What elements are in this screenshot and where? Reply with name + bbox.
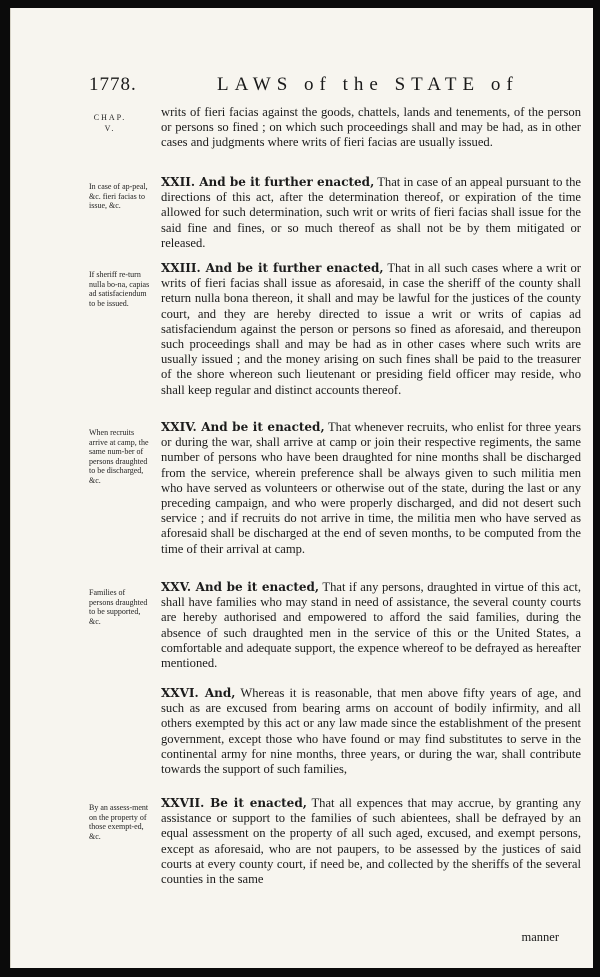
paragraph	[161, 796, 581, 887]
header-year: 1778.	[89, 74, 137, 95]
margin-note: In case of ap-peal, &c. fieri facias to issue, &c.	[89, 182, 148, 210]
margin-note: By an assess-ment on the property of those exempt-ed, &c.	[89, 803, 149, 841]
paragraph	[161, 105, 581, 151]
paragraph	[161, 580, 581, 671]
margin-note: If sheriff re-turn nulla bo-na, capias ad satisfaciendum to be issued.	[89, 270, 150, 308]
section-lead: XXIV. And be it enacted,	[161, 420, 325, 434]
page-header	[89, 74, 529, 100]
section-lead: XXVII. Be it enacted,	[161, 796, 307, 810]
margin-note: Families of persons draughted to be supported, &c.	[89, 588, 148, 626]
section-lead: XXV. And be it enacted,	[161, 580, 320, 594]
section-lead: XXIII. And be it further enacted,	[161, 261, 384, 275]
chapter-number: V.	[104, 124, 116, 133]
chapter-label	[89, 112, 131, 134]
document-page	[10, 8, 593, 968]
paragraph	[161, 261, 581, 398]
catchword: manner	[521, 930, 559, 944]
paragraph	[161, 420, 581, 557]
margin-note: When recruits arrive at camp, the same num-ber of persons draughted to be discharged, &c.	[89, 428, 149, 485]
paragraph-text: That all expences that may accrue, by granting any assistance or support to the families of such abientees, shall be defrayed by an equal assessment on the property of all such aged, excused, and exempt persons, except as aforesaid, who are not paupers, to be assessed by the justices of said courts at every county court, if need be, and collected by the sheriffs of the several counties in the same	[161, 796, 581, 887]
paragraph-text: That in all such cases where a writ or writs of fieri facias shall issue as aforesaid, in case the sheriff of the county shall return nulla bona thereon, it shall and may be lawful for the justices of the county court, and they are hereby directed to issue a writ or writs of capias ad satisfaciendum against the person or persons so fined as aforesaid, and thereupon such proceedings shall and may be had as in other cases where such writs are usually issued ; and the money arising on such fines shall be paid to the treasurer of the shore whereon such lieutenant or presiding field officer may reside, who shall keep regular and distinct accounts thereof.	[161, 261, 581, 397]
paragraph-text: That in case of an appeal pursuant to the directions of this act, after the determination thereof, or expiration of the time allowed for such determination, such writ or writs of fieri facias shall issue for the said fine and fines, or so much thereof as shall not be by them mitigated or released.	[161, 175, 582, 250]
paragraph-text: writs of fieri facias against the goods, chattels, lands and tenements, of the person or persons so fined ; on which such proceedings shall and may be had, as in other cases and judgments where writs of fieri facias are usually issued.	[161, 105, 581, 150]
running-title: LAWS of the STATE of	[217, 74, 519, 95]
chapter-word: CHAP.	[93, 113, 127, 122]
paragraph-text: That whenever recruits, who enlist for three years or during the war, shall arrive at camp or join their respective regiments, the same number of persons who have been draughted for nine months shall be discharged from the service, wherein preference shall be always given to such militia men who have served as volunteers or otherwise out of the state, during the last or any preceding campaign, and who were properly discharged, and did not desert such service ; and if recruits do not arrive in time, the militia men who have served as aforesaid shall be discharged at the end of seven months, to be computed from the time of their arrival at camp.	[161, 420, 582, 556]
section-lead: XXII. And be it further enacted,	[161, 175, 375, 189]
paragraph	[161, 686, 581, 777]
section-lead: XXVI. And,	[161, 686, 236, 700]
paragraph-text: Whereas it is reasonable, that men above fifty years of age, and such as are excused from bearing arms on account of bodily infirmity, and all others exempted by this act or any law made since the establishment of the present government, except those who have found or may find substitutes to serve in the continental army for nine months, three years, or during the war, shall contribute towards the support of such families,	[161, 686, 581, 777]
paragraph-text: That if any persons, draughted in virtue of this act, shall have families who may stand in need of assistance, the several county courts are hereby authorised and empowered to afford the said families, during the absence of such draughted men in the service of this or the United States, a comfortable and adequate support, the expence whereof to be defrayed as hereafter mentioned.	[161, 580, 581, 671]
paragraph	[161, 175, 581, 251]
